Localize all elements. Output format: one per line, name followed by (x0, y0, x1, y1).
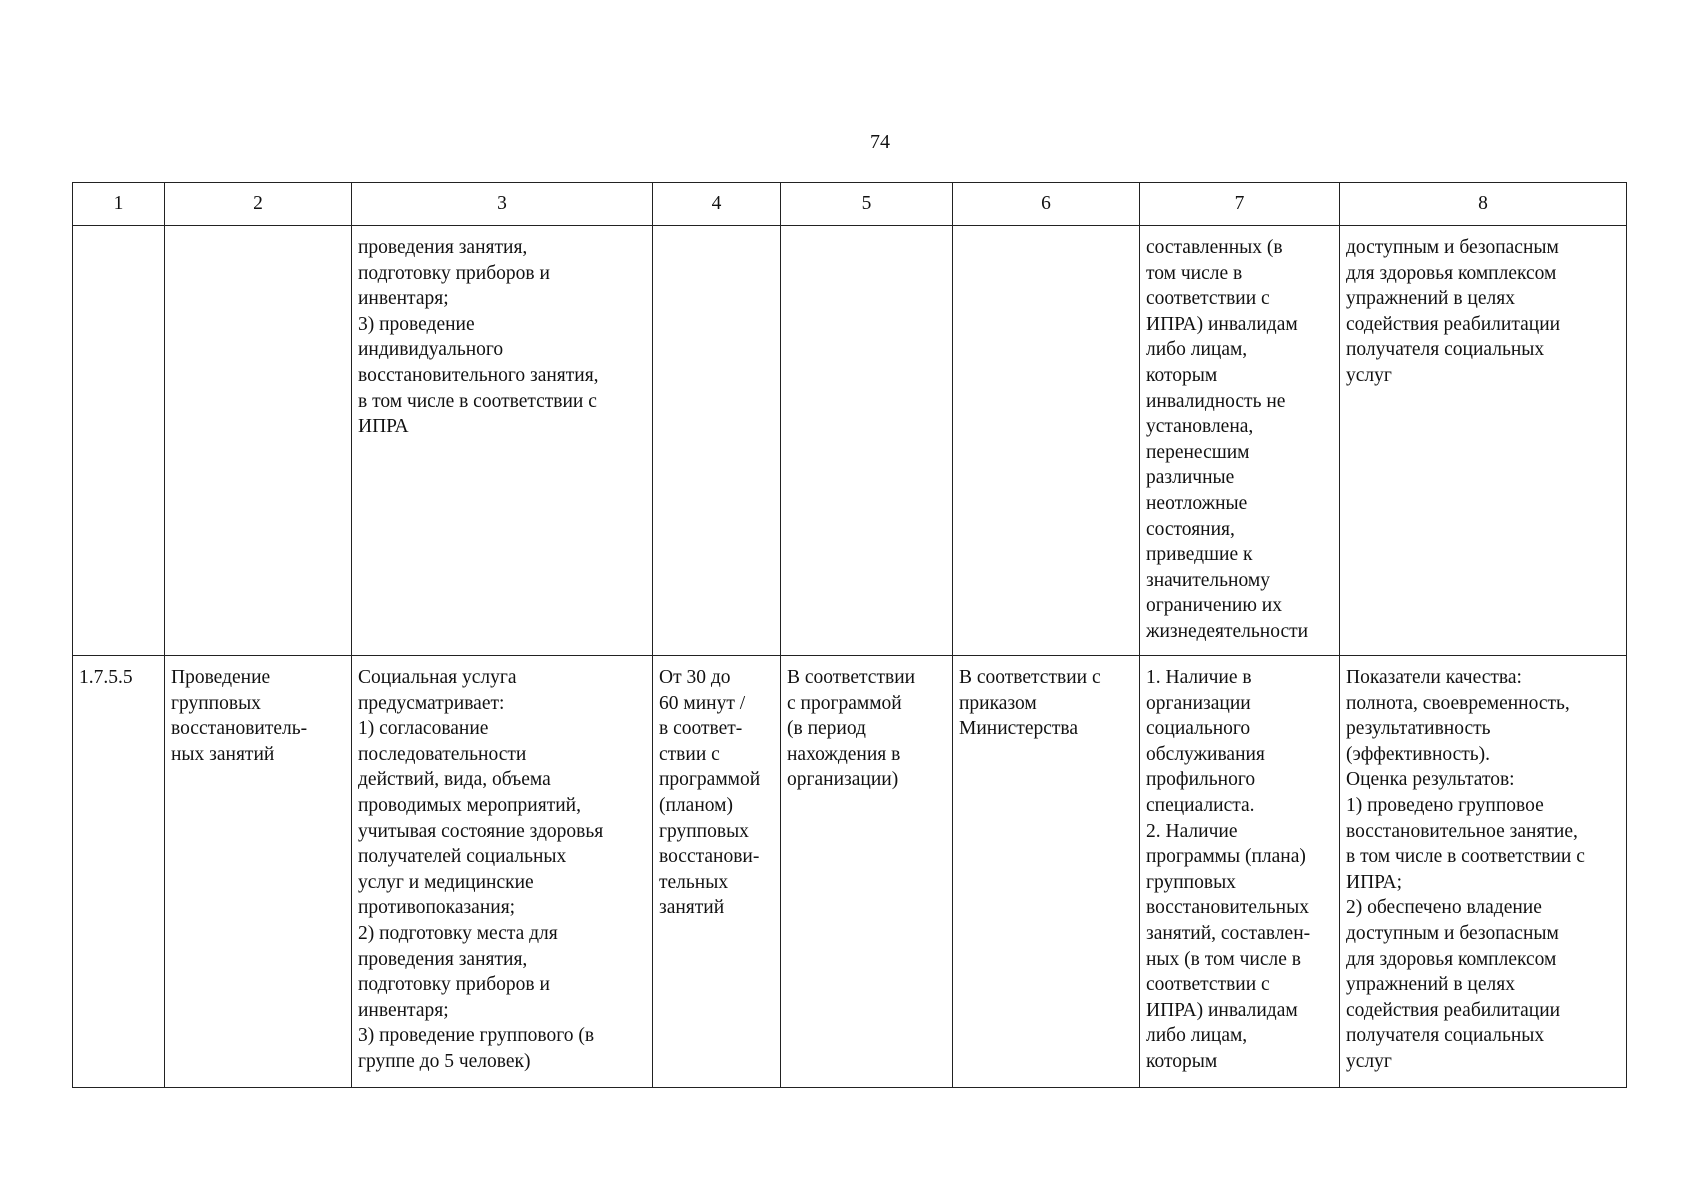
cell-conditions (1140, 226, 1340, 656)
cell-text-line: проведения занятия, (358, 237, 528, 258)
cell-text-line: нахождения в (787, 743, 901, 765)
cell-text-line: жизнедеятельности (1146, 620, 1309, 642)
column-header-8: 8 (1340, 183, 1627, 226)
cell-text-line: предусматривает: (358, 692, 505, 714)
cell-text-line: ИПРА) инвалидам (1146, 999, 1298, 1021)
cell-text-line: восстановительных (1146, 897, 1309, 919)
cell-text-line: состояния, (1146, 518, 1235, 540)
cell-text-line: доступным и безопасным (1346, 922, 1559, 944)
cell-text-line: групповых (171, 692, 261, 714)
cell-text-line: подготовку приборов и (358, 974, 550, 996)
column-header-7: 7 (1140, 183, 1340, 226)
cell-text-line: ИПРА; (1346, 871, 1403, 893)
cell-text-line: приказом (959, 692, 1037, 714)
cell-service-name (165, 226, 352, 656)
cell-text-line: в том числе в соответствии с (1346, 846, 1585, 868)
cell-text-line: групповых (1146, 871, 1236, 893)
cell-text-line: соответствии с (1146, 974, 1270, 996)
cell-text-line: обслуживания (1146, 743, 1265, 765)
cell-text-line: Показатели качества: (1346, 667, 1522, 688)
cell-text-line: услуг (1346, 1050, 1392, 1072)
cell-text-line: подготовку приборов и (358, 262, 550, 284)
page-number: 74 (870, 131, 890, 153)
cell-text-line: в том числе в соответствии с (358, 390, 597, 412)
table-row-service (73, 656, 1627, 1088)
cell-text-line: соответствии с (1146, 288, 1270, 310)
cell-text-line: инвалидность не (1146, 390, 1286, 412)
cell-tariff (953, 226, 1140, 656)
column-header-1: 1 (73, 183, 165, 226)
cell-text-line: (планом) (659, 794, 733, 816)
cell-text-line: проведения занятия, (358, 948, 528, 970)
table-body (73, 226, 1627, 1088)
cell-text-line: восстанови- (659, 846, 760, 868)
cell-text-line: Оценка результатов: (1346, 769, 1515, 791)
cell-text-line: программы (плана) (1146, 846, 1306, 868)
cell-periodicity (781, 656, 953, 1088)
cell-text-line: действий, вида, объема (358, 769, 551, 791)
cell-text-line: организации (1146, 692, 1251, 714)
cell-text-line: получателей социальных (358, 846, 567, 868)
cell-text-line: тельных (659, 871, 729, 893)
services-table (72, 182, 1627, 1088)
cell-conditions (1140, 656, 1340, 1088)
cell-text-line: группе до 5 человек) (358, 1050, 531, 1072)
cell-text-line: ограничению их (1146, 595, 1282, 617)
cell-text-line: составленных (в (1146, 237, 1283, 258)
cell-text-line: противопоказания; (358, 897, 516, 919)
cell-text-line: 3) проведение (358, 313, 475, 335)
table-header (73, 183, 1627, 226)
cell-text-line: установлена, (1146, 416, 1254, 438)
cell-text-line: групповых (659, 820, 749, 842)
cell-number (73, 656, 165, 1088)
cell-service-description (352, 226, 653, 656)
cell-text-line: (в период (787, 718, 866, 740)
cell-text-line: специалиста. (1146, 794, 1255, 816)
cell-text-line: различные (1146, 467, 1235, 489)
cell-text-line: В соответствии (787, 667, 916, 688)
cell-text-line: с программой (787, 692, 902, 714)
cell-text-line: 2. Наличие (1146, 820, 1238, 842)
cell-text-line: восстановитель- (171, 718, 308, 740)
cell-text-line: ИПРА (358, 416, 409, 438)
cell-text-line: 1) согласование (358, 718, 489, 740)
column-header-2: 2 (165, 183, 352, 226)
cell-text-line: которым (1146, 364, 1218, 386)
cell-text-line: либо лицам, (1146, 1025, 1248, 1047)
cell-text-line: доступным и безопасным (1346, 237, 1559, 258)
cell-text-line: восстановительного занятия, (358, 364, 599, 386)
cell-text-line: неотложные (1146, 492, 1248, 514)
cell-text-line: Социальная услуга (358, 667, 517, 688)
cell-text-line: ствии с (659, 743, 720, 765)
cell-text-line: профильного (1146, 769, 1256, 791)
cell-text-line: инвентаря; (358, 288, 449, 310)
cell-text-line: занятий (659, 897, 725, 919)
cell-text-line: программой (659, 769, 761, 791)
cell-text-line: ИПРА) инвалидам (1146, 313, 1298, 335)
cell-text-line: получателя социальных (1346, 1025, 1545, 1047)
cell-text-line: в соответ- (659, 718, 743, 740)
cell-text-line: инвентаря; (358, 999, 449, 1021)
cell-text-line: ных (в том числе в (1146, 948, 1301, 970)
cell-text-line: 60 минут / (659, 692, 746, 714)
cell-text-line: результативность (1346, 718, 1491, 740)
cell-quality-indicators (1340, 656, 1627, 1088)
cell-tariff (953, 656, 1140, 1088)
cell-service-description (352, 656, 653, 1088)
column-header-5: 5 (781, 183, 953, 226)
cell-text-line: проводимых мероприятий, (358, 794, 581, 816)
cell-text-line: организации) (787, 769, 899, 791)
cell-text-line: приведшие к (1146, 544, 1253, 566)
header-row (73, 183, 1627, 226)
cell-text-line: для здоровья комплексом (1346, 948, 1557, 970)
cell-text-line: учитывая состояние здоровья (358, 820, 604, 842)
cell-text-line: полнота, своевременность, (1346, 692, 1570, 714)
cell-duration (653, 656, 781, 1088)
cell-text-line: либо лицам, (1146, 339, 1248, 361)
column-header-4: 4 (653, 183, 781, 226)
cell-text-line: 3) проведение группового (в (358, 1025, 595, 1047)
cell-service-name (165, 656, 352, 1088)
cell-text-line: 2) обеспечено владение (1346, 897, 1542, 919)
cell-text-line: том числе в (1146, 262, 1243, 284)
cell-text-line: В соответствии с (959, 667, 1101, 688)
cell-text-line: для здоровья комплексом (1346, 262, 1557, 284)
cell-duration (653, 226, 781, 656)
cell-text-line: социального (1146, 718, 1251, 740)
cell-text-line: упражнений в целях (1346, 974, 1515, 996)
cell-text-line: упражнений в целях (1346, 288, 1515, 310)
cell-text-line: (эффективность). (1346, 743, 1491, 765)
cell-text-line: услуг (1346, 364, 1392, 386)
cell-text-line: содействия реабилитации (1346, 313, 1561, 335)
cell-text-line: которым (1146, 1050, 1218, 1072)
cell-text-line: 1. Наличие в (1146, 667, 1252, 688)
cell-text-line: занятий, составлен- (1146, 922, 1311, 944)
cell-text-line: От 30 до (659, 667, 731, 688)
cell-text-line: ных занятий (171, 743, 275, 765)
cell-text-line: 1.7.5.5 (79, 667, 133, 688)
column-header-6: 6 (953, 183, 1140, 226)
cell-text-line: значительному (1146, 569, 1270, 591)
table-row-continued (73, 226, 1627, 656)
cell-text-line: 1) проведено групповое (1346, 794, 1544, 816)
cell-periodicity (781, 226, 953, 656)
cell-text-line: перенесшим (1146, 441, 1250, 463)
cell-text-line: восстановительное занятие, (1346, 820, 1578, 842)
cell-text-line: получателя социальных (1346, 339, 1545, 361)
cell-text-line: последовательности (358, 743, 527, 765)
column-header-3: 3 (352, 183, 653, 226)
cell-text-line: Министерства (959, 718, 1079, 740)
cell-quality-indicators (1340, 226, 1627, 656)
cell-text-line: услуг и медицинские (358, 871, 534, 893)
cell-text-line: индивидуального (358, 339, 504, 361)
cell-number (73, 226, 165, 656)
cell-text-line: содействия реабилитации (1346, 999, 1561, 1021)
cell-text-line: 2) подготовку места для (358, 922, 558, 944)
cell-text-line: Проведение (171, 667, 271, 688)
